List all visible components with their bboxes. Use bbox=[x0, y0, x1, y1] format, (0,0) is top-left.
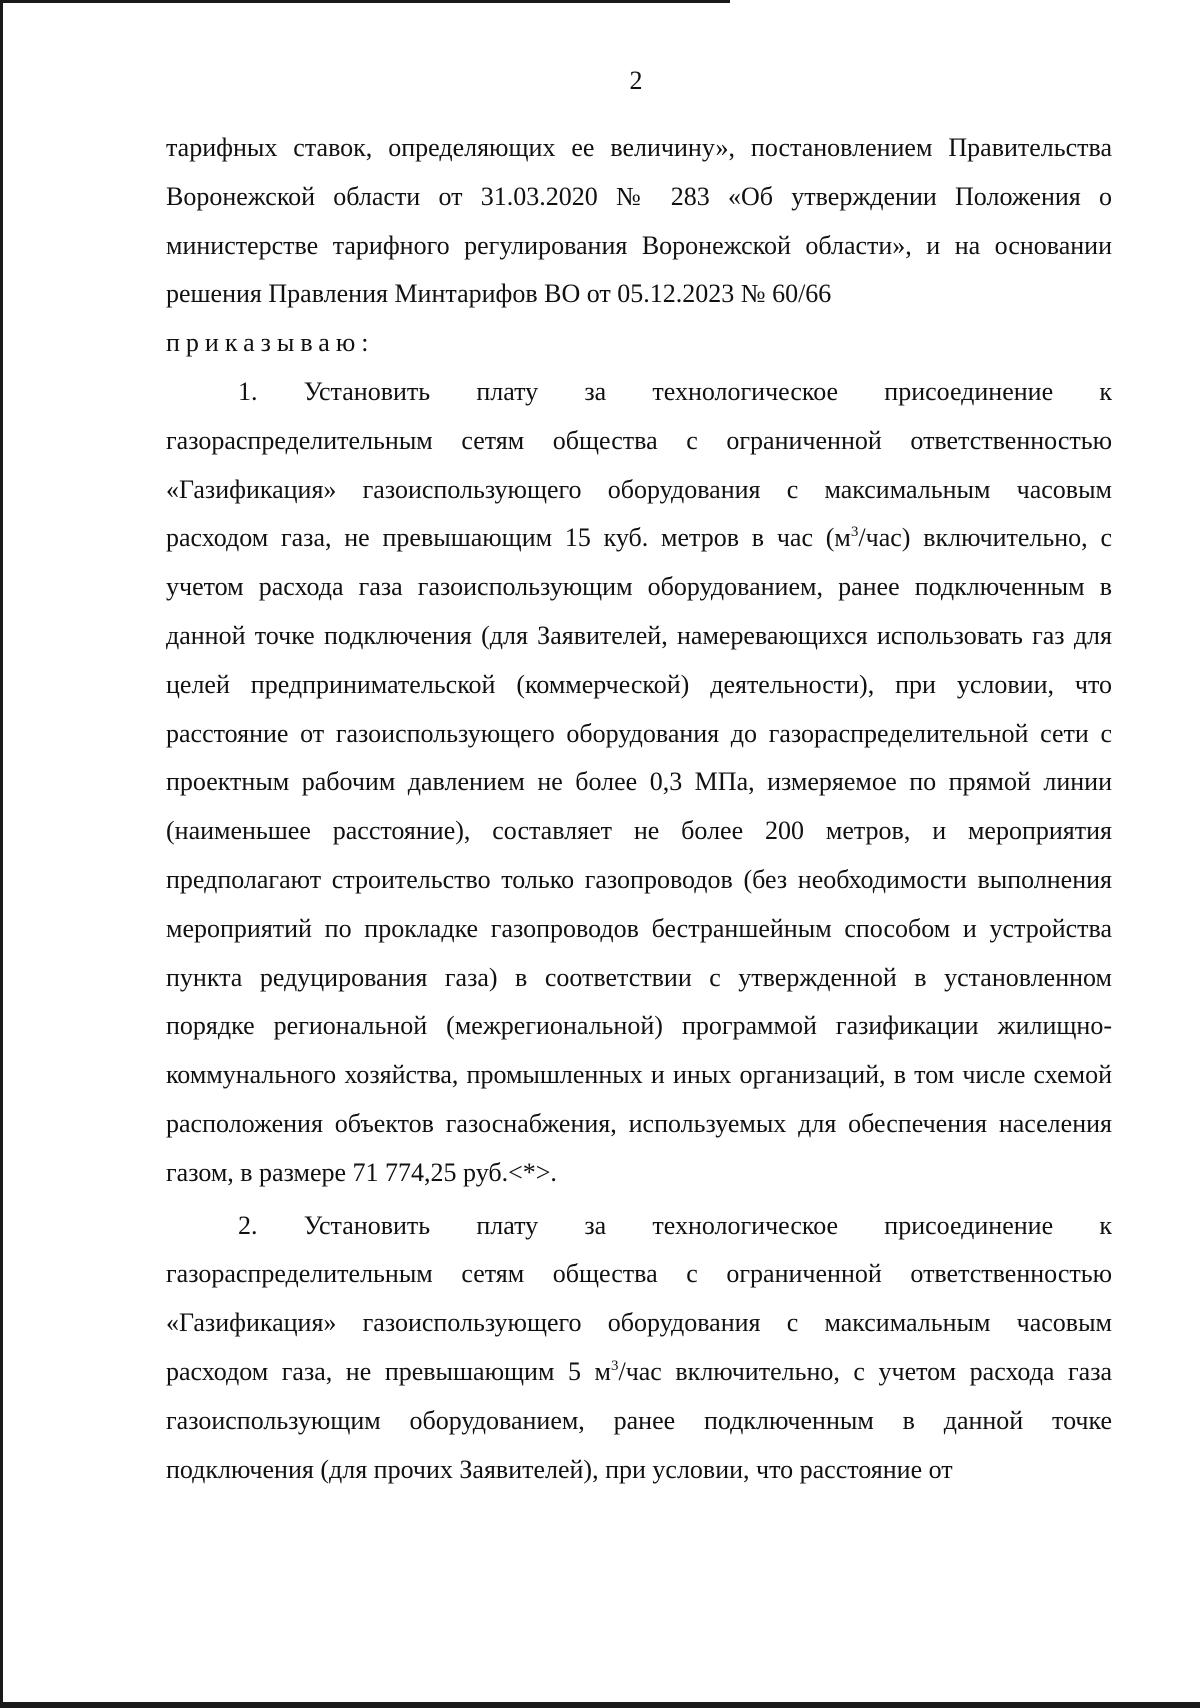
clause-2-text-end: /час включительно, с учетом расхода газа газоиспользующим оборудованием, ранее подключенным в данной точке подключения (для прочих Заявителей), при условии, что расстояние от bbox=[166, 1356, 1113, 1484]
page-number: 2 bbox=[629, 66, 643, 95]
intro-paragraph: тарифных ставок, определяющих ее величину», постановлением Правительства Воронежской области от 31.03.2020 № 283 «Об утверждении Положения о министерстве тарифного регулирования Воронежской области», и на основании решения Правления Минтарифов ВО от 05.12.2023 № 60/66 bbox=[166, 133, 1112, 309]
clause-2-text-start: 2. Установить плату за технологическое присоединение к газораспределительным сетям общества с ограниченной ответственностью «Газификация» газоиспользующего оборудования с максимальным часовым расходом газа, не превышающим 5 м bbox=[166, 1210, 1112, 1386]
clause-2-superscript: 3 bbox=[610, 1357, 619, 1374]
clause-1-text-start: 1. Установить плату за технологическое присоединение к газораспределительным сетям общества с ограниченной ответственностью «Газификация» газоиспользующего оборудования с максимальным часовым расходом газа, не превышающим 15 куб. метров в час (м bbox=[166, 376, 1112, 553]
scan-border-top bbox=[0, 0, 730, 3]
clause-1 bbox=[166, 368, 1112, 1198]
document-body bbox=[166, 124, 1112, 1494]
clause-1-text-end: /час) включительно, с учетом расхода газа газоиспользующим оборудованием, ранее подключенным в данной точке подключения (для Заявителей, намеревающихся использовать газ для целей предпринимательской (коммерческой) деятельности), при условии, что расстояние от газоиспользующего оборудования до газораспределительной сети с проектным рабочим давлением не более 0,3 МПа, измеряемое по прямой линии (наименьшее расстояние), составляет не более 200 метров, и мероприятия предполагают строительство только газопроводов (без необходимости выполнения мероприятий по прокладке газопроводов бестраншейным способом и устройства пункта редуцирования газа) в соответствии с утвержденной в установленном порядке региональной (межрегиональной) программой газификации жилищно-коммунального хозяйства, промышленных и иных организаций, в том числе схемой расположения объектов газоснабжения, используемых для обеспечения населения газом, в размере 71 774,25 руб.<*>. bbox=[166, 523, 1112, 1187]
scan-border-bottom bbox=[0, 1702, 1200, 1708]
scan-border-left bbox=[0, 0, 3, 1708]
order-word: приказываю: bbox=[166, 328, 375, 358]
clause-2 bbox=[166, 1202, 1112, 1495]
clause-1-superscript: 3 bbox=[850, 524, 859, 541]
